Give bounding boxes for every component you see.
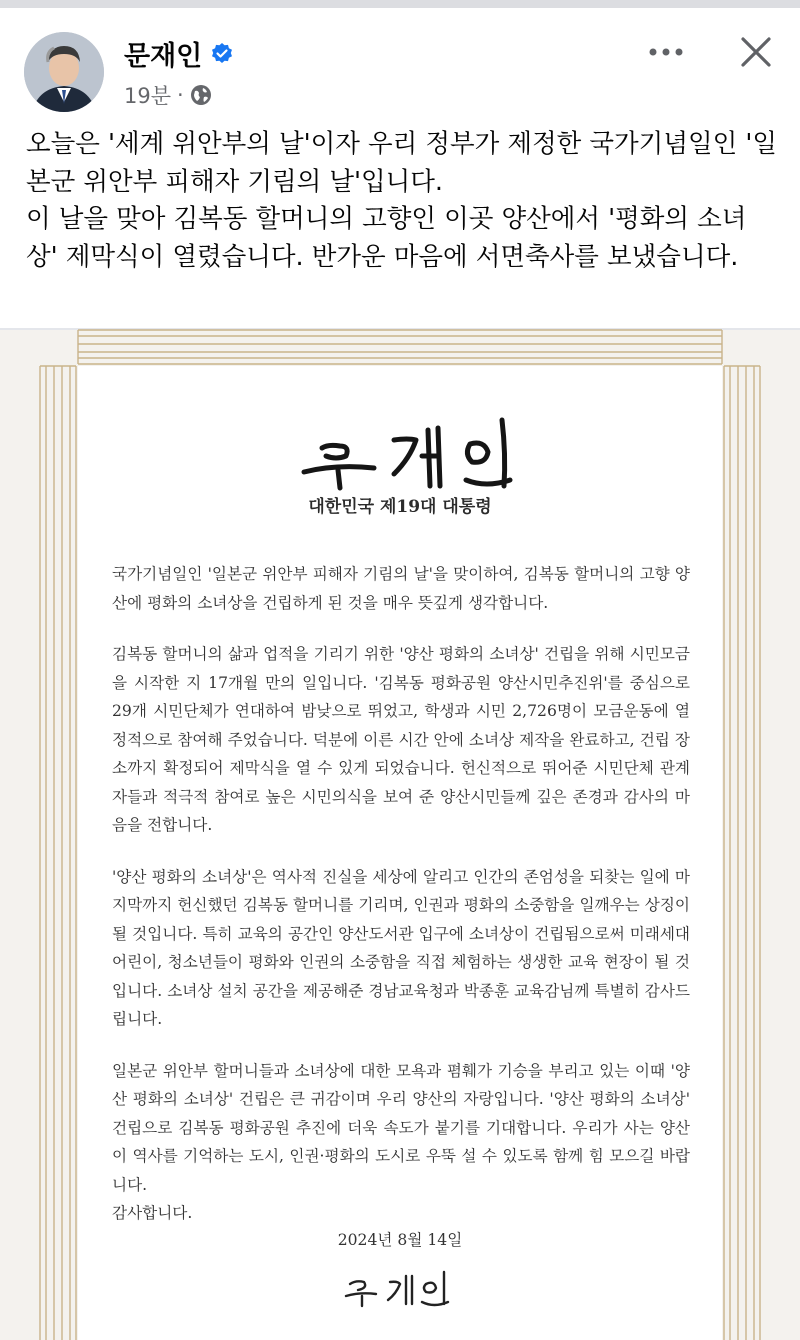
post-menu-button[interactable] (644, 38, 688, 66)
globe-icon[interactable] (190, 84, 212, 106)
post-message (26, 126, 778, 276)
avatar-portrait (24, 32, 104, 112)
meta-separator: · (177, 83, 184, 107)
close-button[interactable] (734, 30, 778, 74)
letter-title: 대한민국 제19대 대통령 (308, 497, 492, 517)
signature-large (78, 394, 722, 494)
profile-avatar[interactable] (24, 32, 104, 112)
letter-paper (78, 366, 722, 1340)
close-icon (740, 36, 772, 68)
letter-paragraph: 김복동 할머니의 삶과 업적을 기리기 위한 '양산 평화의 소녀상' 건립을 위해 시민모금을 시작한 지 17개월 만의 일입니다. '김복동 평화공원 양산시민추진위'를 중심으로 29개 시민단체가 연대하여 밤낮으로 뛰었고, 학생과 시민 2,726명이 모금운동에 열정적으로 참여해 주었습니다. 덕분에 이른 시간 안에 소녀상 제작을 완료하고, 건립 장소까지 확정되어 제막식을 열 수 있게 되었습니다. 헌신적으로 뛰어준 시민단체 관계자들과 적극적 참여로 높은 시민의식을 보여 준 양산시민들께 깊은 존경과 감사의 마음을 전합니다. (112, 645, 690, 834)
post-paragraph: 오늘은 '세계 위안부의 날'이자 우리 정부가 제정한 국가기념일인 '일본군 위안부 피해자 기림의 날'입니다. (26, 129, 777, 197)
letter-paragraph: 일본군 위안부 할머니들과 소녀상에 대한 모욕과 폄훼가 기승을 부리고 있는 이때 '양산 평화의 소녀상' 건립은 큰 귀감이며 우리 양산의 자랑입니다. '양산 평화의 소녀상' 건립으로 김복동 평화공원 추진에 더욱 속도가 붙기를 기대합니다. 우리가 사는 양산이 역사를 기억하는 도시, 인권·평화의 도시로 우뚝 설 수 있도록 함께 힘 모으길 바랍니다. (112, 1061, 690, 1194)
author-name[interactable]: 문재인 (124, 41, 203, 72)
top-divider (0, 0, 800, 8)
post-image[interactable] (0, 328, 800, 1340)
post-time[interactable]: 19분 (124, 84, 172, 108)
more-horizontal-icon (648, 48, 684, 56)
post-meta (124, 80, 212, 110)
post-author[interactable] (124, 34, 234, 73)
letter-body (112, 560, 690, 1228)
letter-paragraph: 국가기념일인 '일본군 위안부 피해자 기림의 날'을 맞이하여, 김복동 할머니의 고향 양산에 평화의 소녀상을 건립하게 된 것을 매우 뜻깊게 생각합니다. (112, 565, 690, 612)
verified-badge-icon (210, 42, 234, 66)
letter-closing: 감사합니다. (112, 1204, 193, 1222)
letter-paragraph: '양산 평화의 소녀상'은 역사적 진실을 세상에 알리고 인간의 존엄성을 되찾는 일에 마지막까지 헌신했던 김복동 할머니를 기리며, 인권과 평화의 소중함을 일깨우는 상징이 될 것입니다. 특히 교육의 공간인 양산도서관 입구에 소녀상이 건립됨으로써 미래세대 어린이, 청소년들이 평화와 인권의 소중함을 직접 체험하는 생생한 교육 현장이 될 것입니다. 소녀상 설치 공간을 제공해준 경남교육청과 박종훈 교육감님께 특별히 감사드립니다. (112, 867, 690, 1028)
letter-date: 2024년 8월 14일 (337, 1231, 463, 1249)
post-paragraph: 이 날을 맞아 김복동 할머니의 고향인 이곳 양산에서 '평화의 소녀상' 제막식이 열렸습니다. 반가운 마음에 서면축사를 보냈습니다. (26, 204, 747, 272)
signature-small (340, 1262, 460, 1312)
